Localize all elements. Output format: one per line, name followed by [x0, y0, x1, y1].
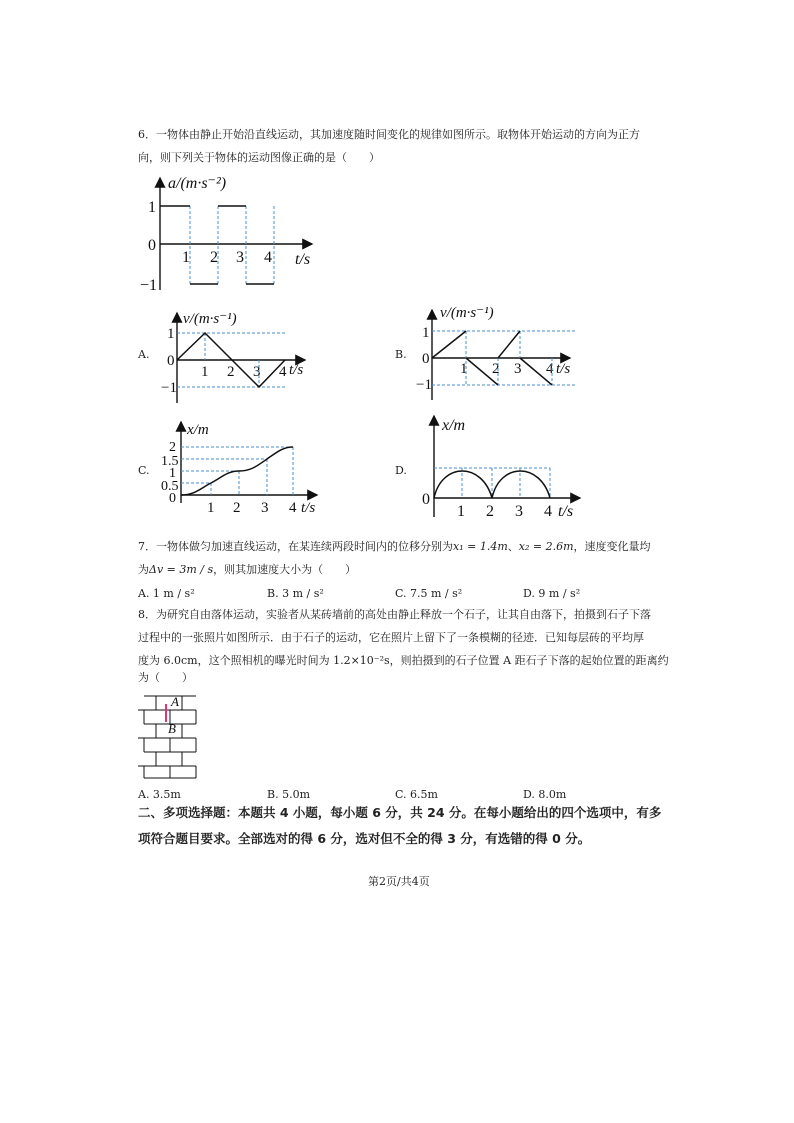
q8-line3: 度为 6.0cm，这个照相机的曝光时间为 1.2×10⁻²s，则拍摄到的石子位置 A 距石子下落的起始位置的距离约	[138, 654, 669, 667]
q6-b-xtick: 3	[514, 361, 522, 377]
q6-graph-xtick: 4	[264, 249, 272, 266]
q6-graph-ytick: 0	[148, 237, 156, 254]
q6-b-xtick: 4	[546, 361, 554, 377]
q6-b-xtick: 2	[492, 361, 500, 377]
q6-d-xtick: 1	[457, 503, 465, 520]
q7-choice-b[interactable]: B. 3 m / s²	[267, 587, 324, 600]
q6-a-xlabel: t/s	[289, 362, 304, 378]
q7-text-a: 7．一物体做匀加速直线运动，在某连续两段时间内的位移分别为	[138, 540, 453, 553]
q6-c-ylabel: x/m	[187, 422, 209, 438]
q6-a-xtick: 2	[227, 364, 235, 380]
q6-c-ytick: 1	[169, 466, 176, 481]
q8-line1: 8．为研究自由落体运动，实验者从某砖墙前的高处由静止释放一个石子，让其自由落下，拍摄到石子下落	[138, 608, 651, 621]
q6-b-xlabel: t/s	[556, 361, 571, 377]
q6-a-ytick: −1	[161, 380, 177, 396]
q8-choice-c[interactable]: C. 6.5m	[395, 788, 438, 801]
q6-d-xtick: 4	[544, 503, 552, 520]
q6-option-c-graph	[161, 418, 325, 518]
q8-choice-d[interactable]: D. 8.0m	[523, 788, 567, 801]
section2-line2: 项符合题目要求。全部选对的得 6 分，选对但不全的得 3 分，有选错的得 0 分。	[138, 831, 591, 846]
q6-line2: 向，则下列关于物体的运动图像正确的是（ ）	[138, 151, 380, 164]
q6-c-xtick: 2	[233, 500, 241, 516]
q6-option-a-graph	[161, 308, 325, 408]
q7-text-c: 为	[138, 563, 149, 576]
q6-a-xtick: 3	[253, 364, 261, 380]
q7-choice-c[interactable]: C. 7.5 m / s²	[395, 587, 463, 600]
q6-option-d-graph	[420, 412, 595, 522]
q6-c-xtick: 4	[289, 500, 297, 516]
velocity-line	[432, 331, 466, 358]
q8-line2: 过程中的一张照片如图所示．由于石子的运动，它在照片上留下了一条模糊的径迹．已知每层砖的平均厚	[138, 631, 644, 644]
q7-x2: x₂ = 2.6m	[518, 540, 574, 553]
q6-b-ytick: 1	[422, 325, 430, 341]
q7-text-d: ，则其加速度大小为（ ）	[213, 563, 357, 576]
q6-option-c-label[interactable]: C.	[138, 464, 150, 477]
q6-a-ytick: 1	[167, 326, 175, 342]
q7-line1	[138, 540, 651, 554]
q6-option-a-label[interactable]: A.	[138, 348, 150, 361]
q6-graph-ylabel: a/(m·s⁻²)	[168, 175, 227, 192]
q6-c-ytick: 0.5	[161, 479, 179, 494]
q6-c-ytick: 0	[169, 491, 176, 506]
q8-line4: 为（ ）	[138, 671, 193, 684]
q6-option-b-label[interactable]: B.	[395, 348, 407, 361]
q7-dv: Δv = 3m / s	[149, 563, 214, 576]
q6-d-ylabel: x/m	[442, 417, 466, 434]
section2-line1: 二、多项选择题：本题共 4 小题，每小题 6 分，共 24 分。在每小题给出的四个选项中，有多	[138, 805, 662, 820]
point-a-label: A	[171, 694, 179, 709]
q6-d-ytick: 0	[422, 491, 430, 508]
q6-c-xtick: 3	[261, 500, 269, 516]
q8-choice-a[interactable]: A. 3.5m	[138, 788, 181, 801]
q6-graph-xtick: 2	[210, 249, 218, 266]
q6-graph-xlabel: t/s	[295, 251, 311, 268]
q6-c-xtick: 1	[207, 500, 215, 516]
q6-c-ytick: 1.5	[161, 454, 179, 469]
point-b-label: B	[168, 721, 176, 736]
q6-c-xlabel: t/s	[301, 500, 316, 516]
q6-graph-xtick: 3	[236, 249, 244, 266]
q6-a-xtick: 4	[279, 364, 287, 380]
position-arch	[492, 471, 550, 498]
q6-c-ytick: 2	[169, 440, 176, 455]
q7-choice-a[interactable]: A. 1 m / s²	[138, 587, 195, 600]
q6-b-ytick: −1	[416, 377, 432, 393]
q6-graph-xtick: 1	[182, 249, 190, 266]
q6-b-ylabel: v/(m·s⁻¹)	[440, 305, 494, 321]
q6-a-ytick: 0	[167, 353, 175, 369]
q8-choice-b[interactable]: B. 5.0m	[267, 788, 311, 801]
q6-b-xtick: 1	[460, 361, 468, 377]
q6-a-ylabel: v/(m·s⁻¹)	[183, 311, 237, 327]
q6-graph-ytick: 1	[148, 199, 156, 216]
q6-line1: 6．一物体由静止开始沿直线运动，其加速度随时间变化的规律如图所示。取物体开始运动的方向为正方	[138, 128, 640, 141]
q7-choice-d[interactable]: D. 9 m / s²	[523, 587, 581, 600]
q7-line2	[138, 563, 356, 577]
brick-wall-figure	[138, 690, 198, 780]
q6-d-xlabel: t/s	[558, 503, 574, 520]
q7-text-b: ，速度变化量均	[573, 540, 651, 553]
position-arch	[434, 471, 492, 498]
q6-d-xtick: 2	[486, 503, 494, 520]
q6-acceleration-graph	[140, 170, 340, 300]
q6-d-xtick: 3	[515, 503, 523, 520]
q6-option-b-graph	[416, 305, 595, 405]
q7-sep: 、	[507, 540, 519, 553]
q6-b-ytick: 0	[422, 351, 430, 367]
q6-option-d-label[interactable]: D.	[395, 464, 407, 477]
q6-a-xtick: 1	[201, 364, 209, 380]
q7-x1: x₁ = 1.4m	[453, 540, 508, 553]
page-footer: 第2页/共4页	[368, 875, 430, 888]
q6-graph-ytick: −1	[140, 277, 158, 294]
